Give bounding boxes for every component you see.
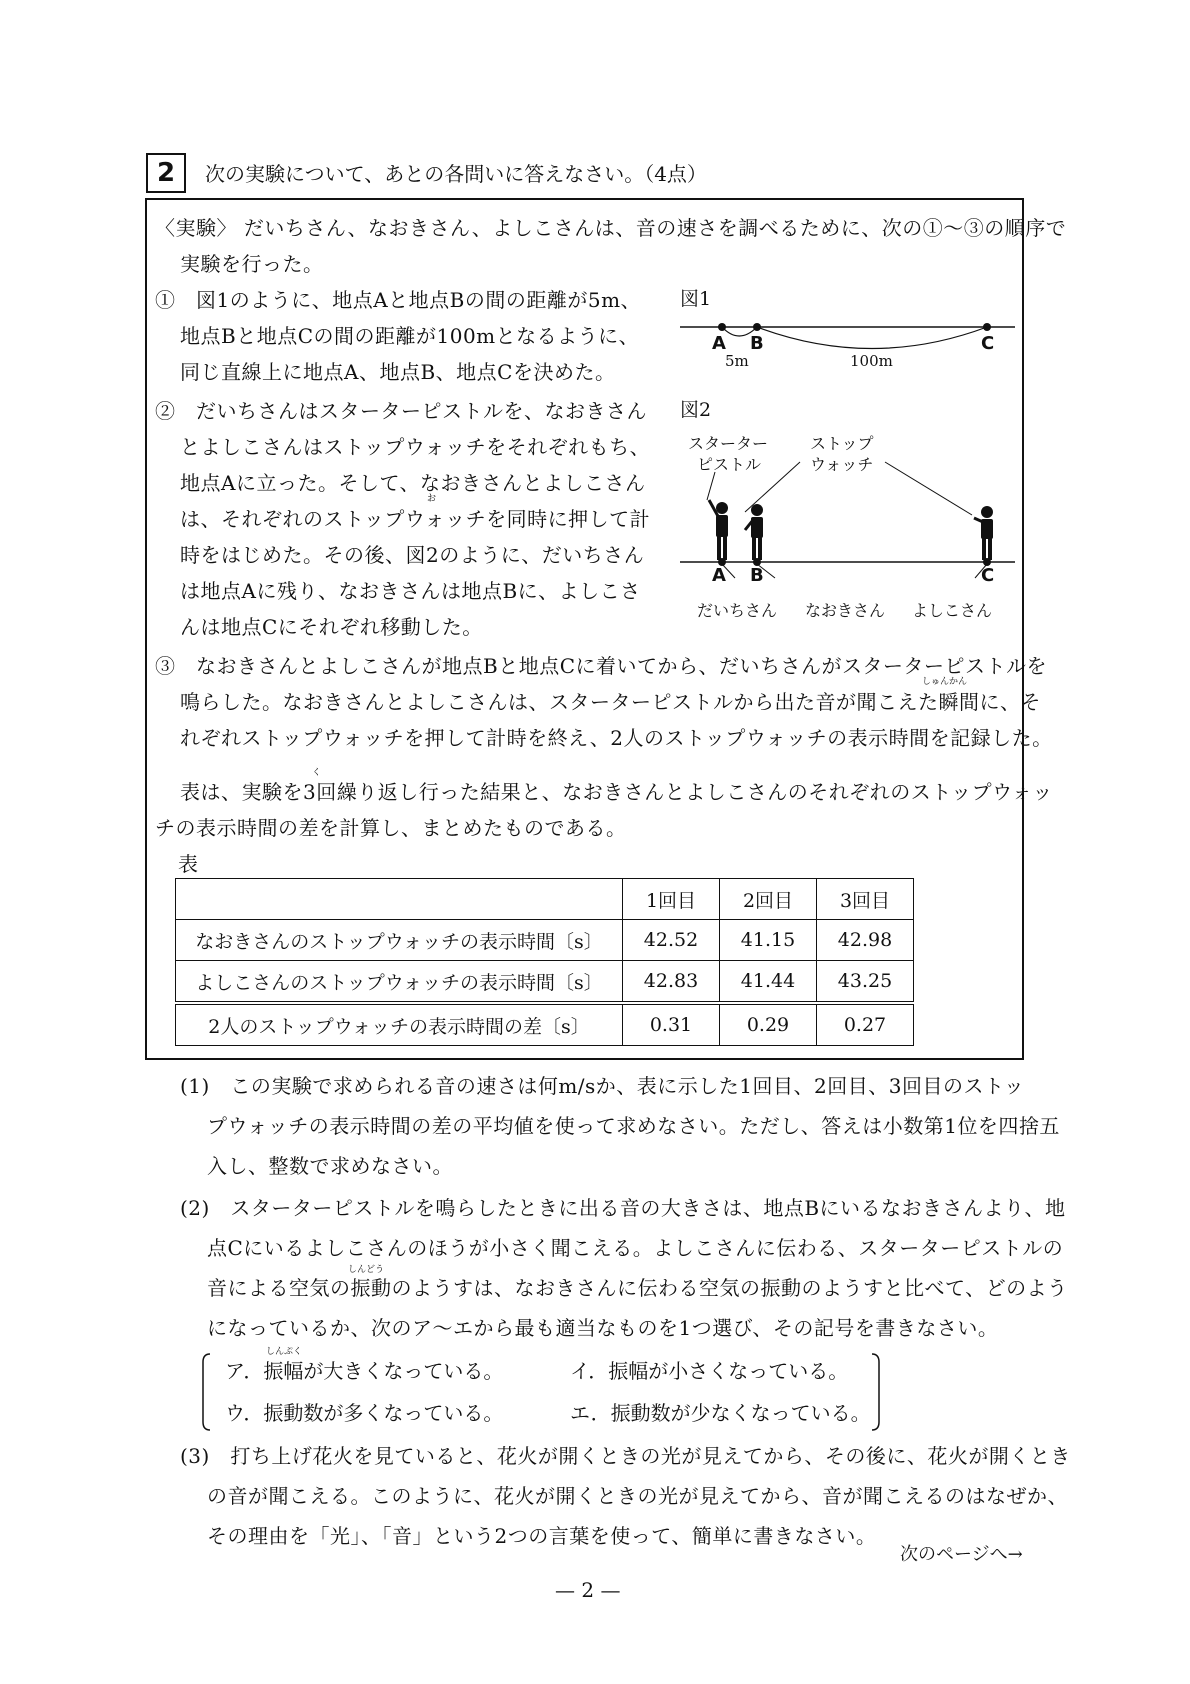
- fig2-name-naoki: なおきさん: [805, 601, 886, 620]
- fig2-diagram: [675, 460, 1020, 580]
- fig2-watch-leader-c: [885, 462, 972, 515]
- fig1-arc-bc: [757, 327, 987, 349]
- table-cell: 42.52: [623, 920, 720, 961]
- step3-line3: れぞれストップウォッチを押して計時を終え、2人のストップウォッチの表示時間を記録した。: [180, 726, 1053, 750]
- step2-line2: とよしこさんはストップウォッチをそれぞれもち、: [180, 435, 651, 459]
- page-number: — 2 —: [555, 1578, 621, 1602]
- table-cell: 0.31: [623, 1003, 720, 1046]
- question-number: 2: [146, 153, 186, 193]
- table-cell: 41.15: [720, 920, 817, 961]
- table-cell: 42.83: [623, 961, 720, 1004]
- table-cell: 41.44: [720, 961, 817, 1004]
- table-row-label: 2人のストップウォッチの表示時間の差〔s〕: [176, 1003, 623, 1046]
- fig2-watch-leader-b: [745, 462, 800, 512]
- q2-line2: 点Cにいるよしこさんのほうが小さく聞こえる。よしこさんに伝わる、スターターピストルの: [207, 1236, 1064, 1260]
- ruby-push: お: [427, 494, 437, 504]
- q3-line3: その理由を「光」、「音」という2つの言葉を使って、簡単に書きなさい。: [207, 1524, 877, 1548]
- table-row-label: なおきさんのストップウォッチの表示時間〔s〕: [176, 920, 623, 961]
- fig2-point-b: B: [750, 565, 764, 586]
- step2-line7: んは地点Cにそれぞれ移動した。: [180, 615, 483, 639]
- table-cell: 0.27: [817, 1003, 914, 1046]
- step3-line2: 鳴らした。なおきさんとよしこさんは、スターターピストルから出た音が聞こえた瞬間に、そ: [180, 690, 1041, 714]
- choice-i: イ．振幅が小さくなっている。: [570, 1359, 849, 1383]
- experiment-intro-line1: 〈実験〉 だいちさん、なおきさん、よしこさんは、音の速さを調べるために、次の①～③の順序で: [155, 216, 1067, 240]
- experiment-intro-line2: 実験を行った。: [180, 252, 324, 276]
- next-page-indicator: 次のページへ→: [900, 1544, 1023, 1565]
- table-header-trial2: 2回目: [720, 879, 817, 920]
- fig2-pistol-leader: [707, 472, 715, 500]
- q2-line4: になっているか、次のア～エから最も適当なものを1つ選び、その記号を書きなさい。: [207, 1316, 999, 1340]
- q3-line1: (3) 打ち上げ花火を見ていると、花火が開くときの光が見えてから、その後に、花火が開くとき: [180, 1444, 1071, 1468]
- fig1-dist-ab: 5m: [725, 352, 749, 370]
- fig2-point-c: C: [981, 565, 995, 586]
- fig2-name-yoshiko: よしこさん: [912, 601, 993, 620]
- fig2-watch-label1: ストップ: [810, 434, 874, 453]
- step1-line1: ① 図1のように、地点Aと地点Bの間の距離が5m、: [155, 288, 642, 312]
- step2-line3: 地点Aに立った。そして、なおきさんとよしこさん: [180, 471, 646, 495]
- fig1-dist-bc: 100m: [850, 352, 893, 370]
- fig2-person-yoshiko: [974, 506, 993, 560]
- table-row: [176, 1003, 914, 1046]
- q2-line1: (2) スターターピストルを鳴らしたときに出る音の大きさは、地点Bにいるなおきさんより、地: [180, 1196, 1066, 1220]
- step2-line4: は、それぞれのストップウォッチを同時に押して計: [180, 507, 651, 531]
- table-header-row: [176, 879, 914, 920]
- fig1-point-b: B: [750, 333, 764, 354]
- table-cell: 43.25: [817, 961, 914, 1004]
- fig1-point-a: A: [712, 333, 726, 354]
- choice-a: ア．振幅が大きくなっている。: [225, 1359, 504, 1383]
- step3-line1: ③ なおきさんとよしこさんが地点Bと地点Cに着いてから、だいちさんがスターターピストルを: [155, 654, 1047, 678]
- step2-line6: は地点Aに残り、なおきさんは地点Bに、よしこさ: [180, 579, 641, 603]
- question-title: 次の実験について、あとの各問いに答えなさい。（4点）: [205, 162, 707, 186]
- fig2-label: 図2: [680, 399, 712, 421]
- ruby-shindou: しんどう: [348, 1265, 385, 1275]
- q2-line3: 音による空気の振動のようすは、なおきさんに伝わる空気の振動のようすと比べて、どのよう: [207, 1276, 1068, 1300]
- fig2-pistol-label2: ピストル: [697, 455, 762, 474]
- ruby-shinpuku: しんぷく: [266, 1347, 303, 1357]
- q1-line3: 入し、整数で求めなさい。: [207, 1154, 453, 1178]
- fig2-pistol-label1: スターター: [688, 434, 769, 453]
- q1-line2: プウォッチの表示時間の差の平均値を使って求めなさい。ただし、答えは小数第1位を四捨五: [207, 1114, 1060, 1138]
- fig1-label: 図1: [680, 288, 712, 310]
- table-row-label: よしこさんのストップウォッチの表示時間〔s〕: [176, 961, 623, 1004]
- step1-line2: 地点Bと地点Cの間の距離が100mとなるように、: [180, 324, 640, 348]
- choice-u: ウ．振動数が多くなっている。: [225, 1401, 504, 1425]
- fig2-point-a: A: [712, 565, 726, 586]
- table-row: [176, 961, 914, 1004]
- fig2-name-daichi: だいちさん: [697, 601, 778, 620]
- choice-e: エ．振動数が少なくなっている。: [570, 1401, 871, 1425]
- fig1-point-c: C: [981, 333, 995, 354]
- table-cell: 42.98: [817, 920, 914, 961]
- summary-line2: チの表示時間の差を計算し、まとめたものである。: [155, 816, 627, 840]
- fig2-person-daichi: [709, 500, 728, 560]
- summary-line1: 表は、実験を3回繰り返し行った結果と、なおきさんとよしこさんのそれぞれのストップウォッ: [180, 780, 1053, 804]
- fig2-person-naoki: [745, 504, 763, 560]
- table-header-empty: [176, 879, 623, 920]
- q1-line1: (1) この実験で求められる音の速さは何m/sか、表に示した1回目、2回目、3回目のストッ: [180, 1074, 1025, 1098]
- table-header-trial3: 3回目: [817, 879, 914, 920]
- step2-line5: 時をはじめた。その後、図2のように、だいちさん: [180, 543, 645, 567]
- table-label: 表: [178, 852, 199, 876]
- step1-line3: 同じ直線上に地点A、地点B、地点Cを決めた。: [180, 360, 616, 384]
- fig2-watch-label2: ウォッチ: [810, 455, 874, 474]
- table-cell: 0.29: [720, 1003, 817, 1046]
- table-row: [176, 920, 914, 961]
- ruby-kuri: く: [312, 768, 322, 778]
- q3-line2: の音が聞こえる。このように、花火が開くときの光が見えてから、音が聞こえるのはなぜか、: [207, 1484, 1068, 1508]
- table-header-trial1: 1回目: [623, 879, 720, 920]
- ruby-shunkan: しゅんかん: [922, 677, 968, 687]
- results-table: [175, 878, 914, 1046]
- step2-line1: ② だいちさんはスターターピストルを、なおきさん: [155, 399, 647, 423]
